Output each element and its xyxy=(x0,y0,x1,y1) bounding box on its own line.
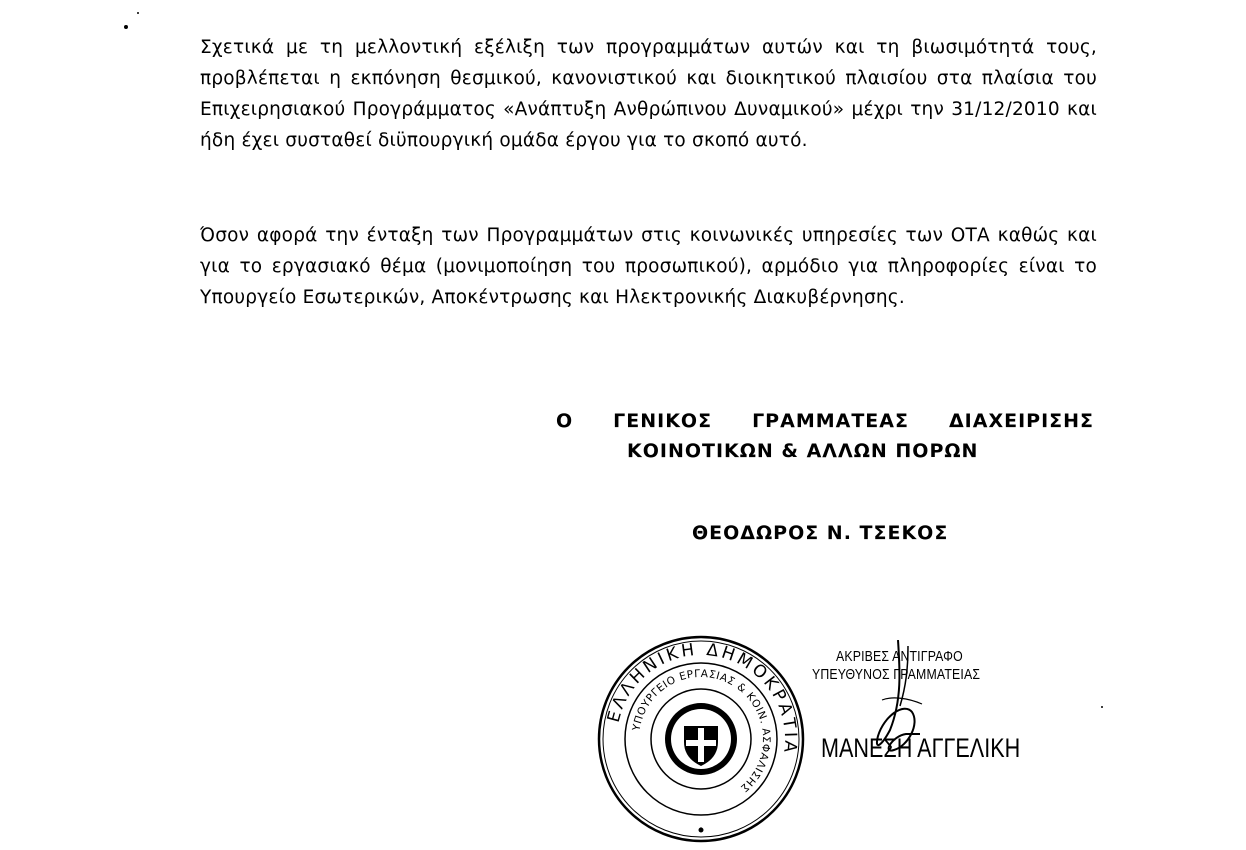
body-paragraph-1: Σχετικά με τη μελλοντική εξέλιξη των προγραμμάτων αυτών και τη βιωσιμότητά τους, προβλέπεται η εκπόνηση θεσμικού, κανονιστικού και διοικητικού πλαισίου στα πλαίσια του Επιχειρησιακού Προγράμματος «Ανάπτυξη Ανθρώπινου Δυναμικού» μέχρι την 31/12/2010 και ήδη έχει συσταθεί διϋπουργική ομάδα έργου για το σκοπό αυτό. xyxy=(200,37,1097,151)
body-paragraph-2: Όσον αφορά την ένταξη των Προγραμμάτων στις κοινωνικές υπηρεσίες των ΟΤΑ καθώς και για το εργασιακό θέμα (μονιμοποίηση του προσωπικού), αρμόδιο για πληροφορίες είναι το Υπουργείο Εσωτερικών, Αποκέντρωσης και Ηλεκτρονικής Διακυβέρνησης. xyxy=(200,225,1097,308)
seal-inner-text: ΥΠΟΥΡΓΕΙΟ ΕΡΓΑΣΙΑΣ & ΚΟΙΝ. ΑΣΦΑΛΙΣΗΣ xyxy=(630,667,773,795)
signatory-title-word: ΓΡΑΜΜΑΤΕΑΣ xyxy=(752,410,909,432)
signatory-title-word: ΓΕΝΙΚΟΣ xyxy=(613,410,713,432)
handwritten-signature xyxy=(812,640,1052,780)
signatory-title-word: Ο xyxy=(556,410,574,432)
certification-line1: ΑΚΡΙΒΕΣ ΑΝΤΙΓΡΑΦΟ xyxy=(836,648,963,665)
scan-speck xyxy=(124,25,128,29)
signatory-title-line2: ΚΟΙΝΟΤΙΚΩΝ & ΑΛΛΩΝ ΠΟΡΩΝ xyxy=(627,440,979,462)
certifier-name: ΜΑΝΕΣΗ ΑΓΓΕΛΙΚΗ xyxy=(821,733,1021,763)
scan-speck xyxy=(137,12,139,14)
scan-speck xyxy=(1101,706,1103,708)
signatory-name: ΘΕΟΔΩΡΟΣ Ν. ΤΣΕΚΟΣ xyxy=(692,522,949,544)
certification-block xyxy=(812,640,1052,780)
certification-line2: ΥΠΕΥΘΥΝΟΣ ΓΡΑΜΜΑΤΕΙΑΣ xyxy=(812,666,981,683)
signatory-title-word: ΔΙΑΧΕΙΡΙΣΗΣ xyxy=(948,410,1094,432)
signatory-title-line1 xyxy=(556,410,1094,432)
seal-outer-text: ΕΛΛΗΝΙΚΗ ΔΗΜΟΚΡΑΤΙΑ xyxy=(603,639,801,757)
official-seal xyxy=(596,634,806,844)
